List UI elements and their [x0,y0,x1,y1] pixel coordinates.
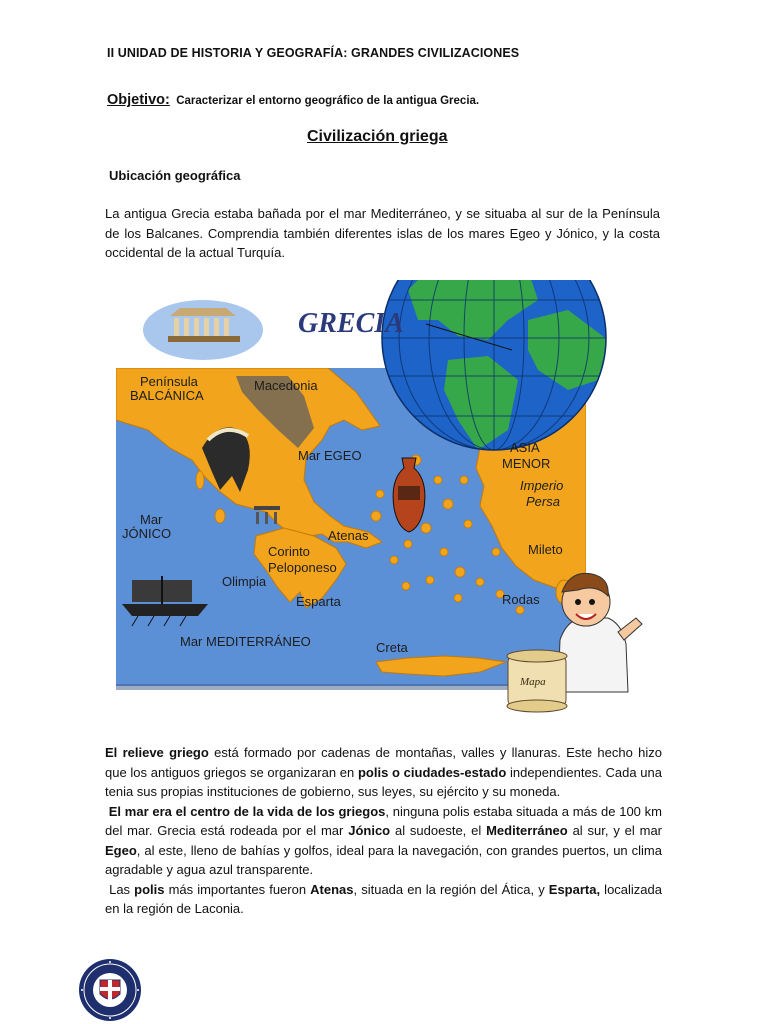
sea-text-a: , ninguna polis estaba situada a más de 100 km del mar. Grecia está rodeada por el mar [105,803,662,838]
label-peninsula: Península [140,374,198,389]
sea-heading: El mar era el centro de la vida de los griegos [108,803,386,819]
term-polis: polis [134,881,165,897]
label-esparta: Esparta [296,594,341,609]
label-mar: Mar [140,512,163,527]
term-jonico: Jónico [348,823,391,838]
polis-term: polis o ciudades-estado [357,764,507,780]
map-title: GRECIA [298,308,404,339]
label-creta: Creta [376,640,408,655]
polis-text-d: localizada en la región de Laconia. [105,881,662,916]
relief-heading: El relieve griego [105,745,209,760]
term-esparta: Esparta, [548,881,601,897]
term-egeo: Egeo [105,842,137,858]
label-menor: MENOR [502,456,551,471]
greece-map [108,280,648,720]
label-macedonia: Macedonia [254,378,318,393]
label-balcanica: BALCÁNICA [130,388,204,403]
label-jonico: JÓNICO [122,526,172,541]
body-paragraph [105,743,662,919]
label-olimpia: Olimpia [222,574,267,589]
label-mileto: Mileto [528,542,563,557]
sea-text-b: al sudoeste, el [390,823,487,838]
label-mar-egeo: Mar EGEO [298,448,362,463]
sea-text-d: , al este, lleno de bahías y golfos, ideal para la navegación, con grandes puertos, un clima agradable y agua azul transparente. [105,842,662,877]
unit-header: II UNIDAD DE HISTORIA Y GEOGRAFÍA: GRANDES CIVILIZACIONES [107,46,520,60]
label-imperio: Imperio [520,478,564,493]
label-atenas: Atenas [328,528,369,543]
label-mediterraneo: Mar MEDITERRÁNEO [180,634,311,649]
sea-text-c: al sur, y el mar [567,823,663,838]
objective-text: Caracterizar el entorno geográfico de la antigua Grecia. [176,95,480,107]
intro-paragraph: La antigua Grecia estaba bañada por el mar Mediterráneo, y se situaba al sur de la Península de los Balcanes. Comprendia también diferentes islas de los mares Egeo y Jónico, y la costa occidental de la actual Turquía. [105,206,660,260]
relief-text-a: está formado por cadenas de montañas, valles y llanuras. Este hecho hizo que los antiguos griegos se organizaran en [105,745,663,780]
term-atenas: Atenas [310,881,354,897]
section-subtitle: Ubicación geográfica [109,168,241,183]
label-corinto: Corinto [268,544,310,559]
polis-text-a: Las [109,881,135,897]
school-seal-icon [78,958,142,1022]
scroll-label: Mapa [520,676,546,688]
temple-icon [143,300,263,360]
page-title: Civilización griega [307,128,448,145]
polis-text-b: más importantes fueron [164,881,311,897]
relief-text-b: independientes. Cada una tenia sus propias instituciones de gobierno, sus leyes, su ejército y su moneda. [105,764,662,799]
label-rodas: Rodas [502,592,540,607]
small-temple-icon [254,506,280,524]
objective-label: Objetivo: [107,92,170,108]
polis-text-c: , situada en la región del Ática, y [353,881,549,897]
objective [107,92,479,108]
label-persa: Persa [526,494,560,509]
label-peloponeso: Peloponeso [268,560,337,575]
term-mediterraneo: Mediterráneo [486,823,568,838]
label-asia: ASIA [510,440,540,455]
